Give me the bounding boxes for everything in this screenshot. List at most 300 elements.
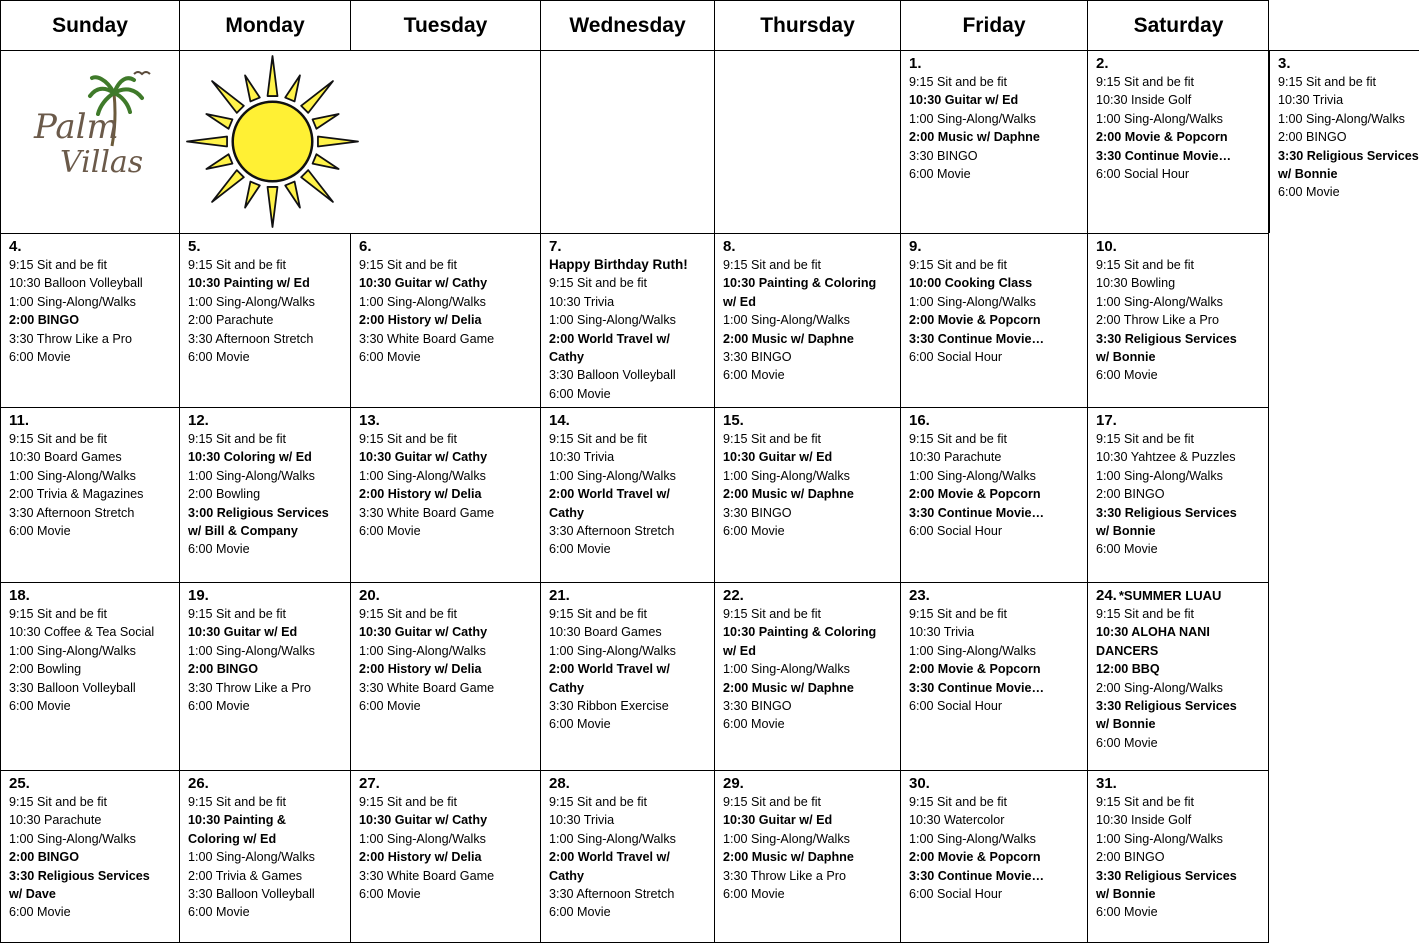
event-line: 6:00 Movie [1096, 542, 1158, 557]
event-line: 9:15 Sit and be fit [188, 607, 287, 621]
weekday-header-tuesday: Tuesday [350, 0, 540, 50]
day-number-text: 19. [188, 587, 209, 604]
day-number-text: 12. [188, 412, 209, 429]
event-line: 10:30 Trivia [549, 294, 615, 309]
event-line: 6:00 Movie [188, 905, 250, 920]
day-cell [0, 407, 179, 582]
event-line: 2:00 World Travel w/ [549, 850, 670, 865]
day-number-text: 23. [909, 587, 930, 604]
event-line: 3:00 Religious Services [188, 505, 329, 520]
event-line: 3:30 Throw Like a Pro [723, 868, 846, 883]
day-cell [350, 770, 540, 943]
event-line: 6:00 Movie [549, 717, 611, 732]
day-cell [714, 770, 900, 943]
event-line: w/ Bill & Company [188, 524, 298, 539]
day-cell [350, 582, 540, 770]
event-line: 6:00 Social Hour [1096, 167, 1190, 182]
event-line: 2:00 History w/ Delia [359, 487, 482, 502]
event-line: 2:00 Sing-Along/Walks [1096, 680, 1223, 695]
day-number [359, 411, 540, 430]
event-line: 1:00 Sing-Along/Walks [549, 468, 676, 483]
day-number [1096, 586, 1269, 605]
day-cell [0, 582, 179, 770]
event-line: 3:30 Continue Movie… [909, 680, 1045, 695]
day-cell [0, 770, 179, 943]
day-number [1278, 54, 1419, 73]
event-line: 1:00 Sing-Along/Walks [909, 643, 1036, 658]
event-line: 6:00 Movie [1096, 735, 1158, 750]
event-line: 1:00 Sing-Along/Walks [188, 643, 315, 658]
day-cell [179, 770, 350, 943]
event-line: 3:30 Afternoon Stretch [188, 331, 314, 346]
event-line: 1:00 Sing-Along/Walks [909, 831, 1036, 846]
day-number-text: 26. [188, 775, 209, 792]
event-line: 1:00 Sing-Along/Walks [723, 662, 850, 677]
event-line: 9:15 Sit and be fit [359, 258, 458, 272]
day-number-text: 15. [723, 412, 744, 429]
day-cell [714, 233, 900, 407]
event-line: Coloring w/ Ed [188, 831, 277, 846]
event-line: 6:00 Social Hour [909, 524, 1003, 539]
event-line: Cathy [549, 505, 584, 520]
day-number [1096, 411, 1269, 430]
event-line: 2:00 Trivia & Games [188, 868, 303, 883]
event-line: 10:30 Trivia [909, 625, 975, 640]
event-line: 6:00 Movie [1278, 185, 1340, 200]
event-line: 9:15 Sit and be fit [1096, 795, 1195, 809]
event-line: 1:00 Sing-Along/Walks [9, 831, 136, 846]
event-line: 6:00 Movie [188, 542, 250, 557]
event-line: 3:30 Throw Like a Pro [9, 331, 132, 346]
event-line: 6:00 Movie [188, 350, 250, 365]
event-line: 10:30 Painting & Coloring [723, 276, 877, 291]
event-line: 1:00 Sing-Along/Walks [188, 468, 315, 483]
day-number [549, 237, 714, 256]
logo-text-palm: Palm [34, 107, 119, 147]
event-line: Cathy [549, 868, 584, 883]
event-line: 10:30 Bowling [1096, 276, 1176, 291]
event-line: 6:00 Social Hour [909, 699, 1003, 714]
day-cell [179, 407, 350, 582]
event-line: 10:30 Painting & Coloring [723, 625, 877, 640]
event-line: 10:30 Yahtzee & Puzzles [1096, 450, 1236, 465]
event-line: 2:00 World Travel w/ [549, 662, 670, 677]
event-line: 2:00 BINGO [1096, 487, 1165, 502]
empty-cell [714, 50, 900, 233]
event-line: 6:00 Movie [9, 524, 71, 539]
event-line: 2:00 History w/ Delia [359, 313, 482, 328]
day-cell [540, 582, 714, 770]
event-line: 6:00 Movie [9, 905, 71, 920]
day-number [359, 774, 540, 793]
day-number [9, 411, 179, 430]
event-line: 2:00 Movie & Popcorn [909, 850, 1041, 865]
event-line: 6:00 Movie [549, 905, 611, 920]
event-line: 2:00 Movie & Popcorn [1096, 130, 1228, 145]
event-line: 1:00 Sing-Along/Walks [188, 294, 315, 309]
day-cell [540, 770, 714, 943]
day-number-text: 2. [1096, 55, 1109, 72]
day-number [723, 774, 900, 793]
day-number-text: 25. [9, 775, 30, 792]
day-cell [900, 770, 1087, 943]
event-line: 3:30 White Board Game [359, 680, 495, 695]
event-line: 2:00 Parachute [188, 313, 274, 328]
event-line: 3:30 Continue Movie… [909, 331, 1045, 346]
event-line: 9:15 Sit and be fit [1096, 75, 1195, 89]
day-cell [1087, 582, 1269, 770]
event-line: 1:00 Sing-Along/Walks [9, 468, 136, 483]
day-number-text: 17. [1096, 412, 1117, 429]
day-cell [900, 50, 1087, 233]
event-line: 6:00 Social Hour [909, 350, 1003, 365]
day-number [549, 411, 714, 430]
weekday-header-saturday: Saturday [1087, 0, 1269, 50]
day-cell [900, 582, 1087, 770]
event-line: 3:30 BINGO [909, 148, 978, 163]
day-number-text: 13. [359, 412, 380, 429]
day-cell [900, 407, 1087, 582]
event-line: 10:30 Board Games [9, 450, 122, 465]
event-line: 9:15 Sit and be fit [9, 432, 108, 446]
event-line: 10:30 Trivia [1278, 93, 1344, 108]
event-line: 1:00 Sing-Along/Walks [723, 831, 850, 846]
event-line: 1:00 Sing-Along/Walks [1096, 111, 1223, 126]
event-line: 3:30 Throw Like a Pro [188, 680, 311, 695]
event-line: 2:00 World Travel w/ [549, 331, 670, 346]
event-line: 2:00 History w/ Delia [359, 662, 482, 677]
event-line: 6:00 Movie [359, 524, 421, 539]
day-cell [0, 233, 179, 407]
weekday-header-wednesday: Wednesday [540, 0, 714, 50]
event-line: 3:30 Religious Services [1096, 868, 1237, 883]
palm-villas-logo [16, 68, 166, 188]
day-cell [540, 407, 714, 582]
day-number-text: 22. [723, 587, 744, 604]
event-line: 9:15 Sit and be fit [909, 258, 1008, 272]
event-line: 6:00 Movie [1096, 368, 1158, 383]
event-line: 3:30 Afternoon Stretch [549, 524, 675, 539]
event-line: 9:15 Sit and be fit [909, 75, 1008, 89]
event-line: 3:30 BINGO [723, 699, 792, 714]
day-number-text: 31. [1096, 775, 1117, 792]
day-number [909, 586, 1087, 605]
event-line: 9:15 Sit and be fit [723, 432, 822, 446]
day-cell [179, 233, 350, 407]
event-line: 2:00 Music w/ Daphne [723, 850, 854, 865]
event-line: 10:30 Inside Golf [1096, 813, 1192, 828]
day-number-text: 3. [1278, 55, 1291, 72]
day-cell [540, 233, 714, 407]
event-line: 6:00 Movie [9, 350, 71, 365]
event-line: 2:00 Movie & Popcorn [909, 662, 1041, 677]
day-number [549, 586, 714, 605]
event-line: 9:15 Sit and be fit [1096, 258, 1195, 272]
day-cell [714, 407, 900, 582]
empty-cell [540, 50, 714, 233]
event-line: 1:00 Sing-Along/Walks [188, 850, 315, 865]
event-line: 2:00 World Travel w/ [549, 487, 670, 502]
event-line: 2:00 Music w/ Daphne [723, 487, 854, 502]
event-line: 1:00 Sing-Along/Walks [9, 643, 136, 658]
day-number [359, 237, 540, 256]
bird-icon [134, 72, 150, 74]
event-line: 9:15 Sit and be fit [723, 258, 822, 272]
day-number-text: 5. [188, 238, 201, 255]
day-number-text: 21. [549, 587, 570, 604]
event-line: 10:30 Guitar w/ Ed [723, 813, 833, 828]
event-line: 6:00 Movie [723, 368, 785, 383]
event-line: 9:15 Sit and be fit [9, 258, 108, 272]
event-line: w/ Bonnie [1096, 350, 1156, 365]
event-line: 6:00 Movie [549, 386, 611, 401]
event-line: 9:15 Sit and be fit [188, 258, 287, 272]
event-line: 3:30 BINGO [723, 350, 792, 365]
event-line: 12:00 BBQ [1096, 662, 1160, 677]
event-line: 2:00 Movie & Popcorn [909, 487, 1041, 502]
weekday-header-thursday: Thursday [714, 0, 900, 50]
event-line: w/ Ed [723, 643, 756, 658]
event-line: 10:30 Guitar w/ Cathy [359, 813, 488, 828]
event-line: 10:30 ALOHA NANI [1096, 625, 1210, 640]
event-line: 10:30 Parachute [9, 813, 102, 828]
event-line: 2:00 BINGO [1096, 850, 1165, 865]
event-line: 9:15 Sit and be fit [188, 432, 287, 446]
event-line: 9:15 Sit and be fit [9, 607, 108, 621]
event-line: 9:15 Sit and be fit [9, 795, 108, 809]
event-line: 6:00 Movie [723, 717, 785, 732]
day-number-text: 18. [9, 587, 30, 604]
event-line: 10:30 Coloring w/ Ed [188, 450, 312, 465]
event-line: 1:00 Sing-Along/Walks [1096, 468, 1223, 483]
event-line: 2:00 Music w/ Daphne [909, 130, 1040, 145]
event-line: 1:00 Sing-Along/Walks [723, 313, 850, 328]
day-number-text: 16. [909, 412, 930, 429]
event-line: 6:00 Movie [549, 542, 611, 557]
day-number-text: 14. [549, 412, 570, 429]
day-number [9, 774, 179, 793]
day-number-text: 1. [909, 55, 922, 72]
event-line: 1:00 Sing-Along/Walks [359, 831, 486, 846]
event-line: 1:00 Sing-Along/Walks [9, 294, 136, 309]
logo-text-villas: Villas [60, 145, 144, 180]
event-line: 9:15 Sit and be fit [359, 432, 458, 446]
day-cell [1087, 233, 1269, 407]
event-line: 10:30 Guitar w/ Ed [723, 450, 833, 465]
event-line: 3:30 Religious Services [1096, 505, 1237, 520]
day-number-text: 30. [909, 775, 930, 792]
event-line: 10:30 Guitar w/ Ed [909, 93, 1019, 108]
weekday-header-monday: Monday [179, 0, 350, 50]
event-line: Cathy [549, 350, 584, 365]
event-line: 9:15 Sit and be fit [909, 432, 1008, 446]
event-line: 1:00 Sing-Along/Walks [909, 468, 1036, 483]
day-number [909, 411, 1087, 430]
event-line: 3:30 Afternoon Stretch [549, 887, 675, 902]
event-line: w/ Ed [723, 294, 756, 309]
day-number [723, 237, 900, 256]
event-line: 1:00 Sing-Along/Walks [359, 468, 486, 483]
event-line: 1:00 Sing-Along/Walks [723, 468, 850, 483]
day-number-text: 11. [9, 412, 30, 429]
event-line: 10:30 Board Games [549, 625, 662, 640]
event-line: 10:30 Painting w/ Ed [188, 276, 310, 291]
event-line: 6:00 Movie [1096, 905, 1158, 920]
event-line: 3:30 Continue Movie… [909, 868, 1045, 883]
day-cell [714, 582, 900, 770]
birthday-note: Happy Birthday Ruth! [549, 257, 688, 272]
event-line: 2:00 Trivia & Magazines [9, 487, 144, 502]
event-line: 9:15 Sit and be fit [549, 607, 648, 621]
event-line: 10:30 Inside Golf [1096, 93, 1192, 108]
event-line: 10:30 Guitar w/ Cathy [359, 625, 488, 640]
event-line: 10:30 Trivia [549, 813, 615, 828]
event-line: 3:30 Balloon Volleyball [9, 680, 136, 695]
event-line: 3:30 White Board Game [359, 505, 495, 520]
event-line: 1:00 Sing-Along/Walks [909, 111, 1036, 126]
event-line: 9:15 Sit and be fit [549, 432, 648, 446]
event-line: 10:30 Painting & [188, 813, 286, 828]
event-line: 6:00 Movie [359, 699, 421, 714]
event-line: 9:15 Sit and be fit [188, 795, 287, 809]
event-line: 3:30 Ribbon Exercise [549, 699, 669, 714]
event-line: 2:00 BINGO [9, 313, 79, 328]
day-number [723, 411, 900, 430]
day-number [1096, 774, 1269, 793]
day-number-text: 24. [1096, 587, 1117, 604]
day-number [188, 774, 350, 793]
day-number-text: 10. [1096, 238, 1117, 255]
day-number [549, 774, 714, 793]
day-number-text: 8. [723, 238, 736, 255]
event-line: 3:30 BINGO [723, 505, 792, 520]
event-line: 3:30 Afternoon Stretch [9, 505, 135, 520]
day-number-text: 9. [909, 238, 922, 255]
event-line: 6:00 Movie [359, 350, 421, 365]
event-line: DANCERS [1096, 643, 1159, 658]
event-line: w/ Dave [9, 887, 56, 902]
event-line: 2:00 Throw Like a Pro [1096, 313, 1219, 328]
event-line: 9:15 Sit and be fit [549, 276, 648, 291]
event-line: 1:00 Sing-Along/Walks [549, 313, 676, 328]
event-line: 3:30 Continue Movie… [1096, 148, 1232, 163]
event-line: 9:15 Sit and be fit [723, 795, 822, 809]
event-line: 2:00 BINGO [9, 850, 79, 865]
event-line: 3:30 Continue Movie… [909, 505, 1045, 520]
event-line: 9:15 Sit and be fit [359, 795, 458, 809]
event-line: 1:00 Sing-Along/Walks [1096, 294, 1223, 309]
day-number [909, 774, 1087, 793]
event-line: 6:00 Movie [188, 699, 250, 714]
event-line: 9:15 Sit and be fit [1096, 607, 1195, 621]
event-line: 10:30 Guitar w/ Cathy [359, 276, 488, 291]
day-cell [1087, 50, 1269, 233]
day-number [9, 586, 179, 605]
event-line: 6:00 Social Hour [909, 887, 1003, 902]
event-line: 3:30 Religious Services [1278, 148, 1419, 163]
event-line: 6:00 Movie [723, 887, 785, 902]
event-line: 1:00 Sing-Along/Walks [549, 643, 676, 658]
event-line: 3:30 Balloon Volleyball [188, 887, 315, 902]
event-line: 1:00 Sing-Along/Walks [359, 643, 486, 658]
day-number [723, 586, 900, 605]
day-number-text: 28. [549, 775, 570, 792]
weekday-header-sunday: Sunday [0, 0, 179, 50]
day-number-text: 7. [549, 238, 562, 255]
event-line: 1:00 Sing-Along/Walks [909, 294, 1036, 309]
day-cell [179, 582, 350, 770]
event-line: 9:15 Sit and be fit [1096, 432, 1195, 446]
event-line: 2:00 BINGO [188, 662, 258, 677]
day-cell [1087, 770, 1269, 943]
event-line: 2:00 Bowling [9, 662, 82, 677]
day-number-text: 6. [359, 238, 372, 255]
day-number [188, 237, 350, 256]
day-cell [900, 233, 1087, 407]
day-number [359, 586, 540, 605]
sun-icon [185, 49, 360, 234]
event-line: 3:30 Religious Services [1096, 331, 1237, 346]
day-number [9, 237, 179, 256]
event-line: 1:00 Sing-Along/Walks [549, 831, 676, 846]
event-line: 2:00 Bowling [188, 487, 261, 502]
event-line: 10:00 Cooking Class [909, 276, 1033, 291]
event-line: 10:30 Trivia [549, 450, 615, 465]
event-line: 3:30 Religious Services [1096, 699, 1237, 714]
event-line: 9:15 Sit and be fit [723, 607, 822, 621]
event-line: 1:00 Sing-Along/Walks [359, 294, 486, 309]
event-line: 10:30 Guitar w/ Ed [188, 625, 298, 640]
event-line: 2:00 Music w/ Daphne [723, 680, 854, 695]
event-line: Cathy [549, 680, 584, 695]
day-number-text: 20. [359, 587, 380, 604]
event-line: 6:00 Movie [723, 524, 785, 539]
event-line: 2:00 Movie & Popcorn [909, 313, 1041, 328]
event-line: 2:00 BINGO [1278, 130, 1347, 145]
day-number [188, 411, 350, 430]
event-line: 10:30 Guitar w/ Cathy [359, 450, 488, 465]
day-number-text: 27. [359, 775, 380, 792]
event-line: 9:15 Sit and be fit [549, 795, 648, 809]
event-line: 6:00 Movie [9, 699, 71, 714]
event-line: 3:30 White Board Game [359, 868, 495, 883]
event-line: 6:00 Movie [359, 887, 421, 902]
event-line: w/ Bonnie [1096, 717, 1156, 732]
event-line: w/ Bonnie [1096, 524, 1156, 539]
event-line: w/ Bonnie [1096, 887, 1156, 902]
day-cell [350, 407, 540, 582]
event-line: 1:00 Sing-Along/Walks [1096, 831, 1223, 846]
event-line: 3:30 White Board Game [359, 331, 495, 346]
event-line: 3:30 Religious Services [9, 868, 150, 883]
event-line: 1:00 Sing-Along/Walks [1278, 111, 1405, 126]
day-number [909, 237, 1087, 256]
day-cell [350, 233, 540, 407]
day-number [1096, 237, 1269, 256]
event-line: 2:00 Music w/ Daphne [723, 331, 854, 346]
event-line: 9:15 Sit and be fit [359, 607, 458, 621]
event-line: 10:30 Parachute [909, 450, 1002, 465]
day-cell [1269, 50, 1419, 233]
event-line: 6:00 Movie [909, 167, 971, 182]
event-line: w/ Bonnie [1278, 167, 1338, 182]
event-line: 9:15 Sit and be fit [909, 607, 1008, 621]
event-line: 3:30 Balloon Volleyball [549, 368, 676, 383]
day-number-text: 4. [9, 238, 22, 255]
event-banner: *SUMMER LUAU [1118, 588, 1222, 603]
event-line: 2:00 History w/ Delia [359, 850, 482, 865]
event-line: 10:30 Coffee & Tea Social [9, 625, 155, 640]
